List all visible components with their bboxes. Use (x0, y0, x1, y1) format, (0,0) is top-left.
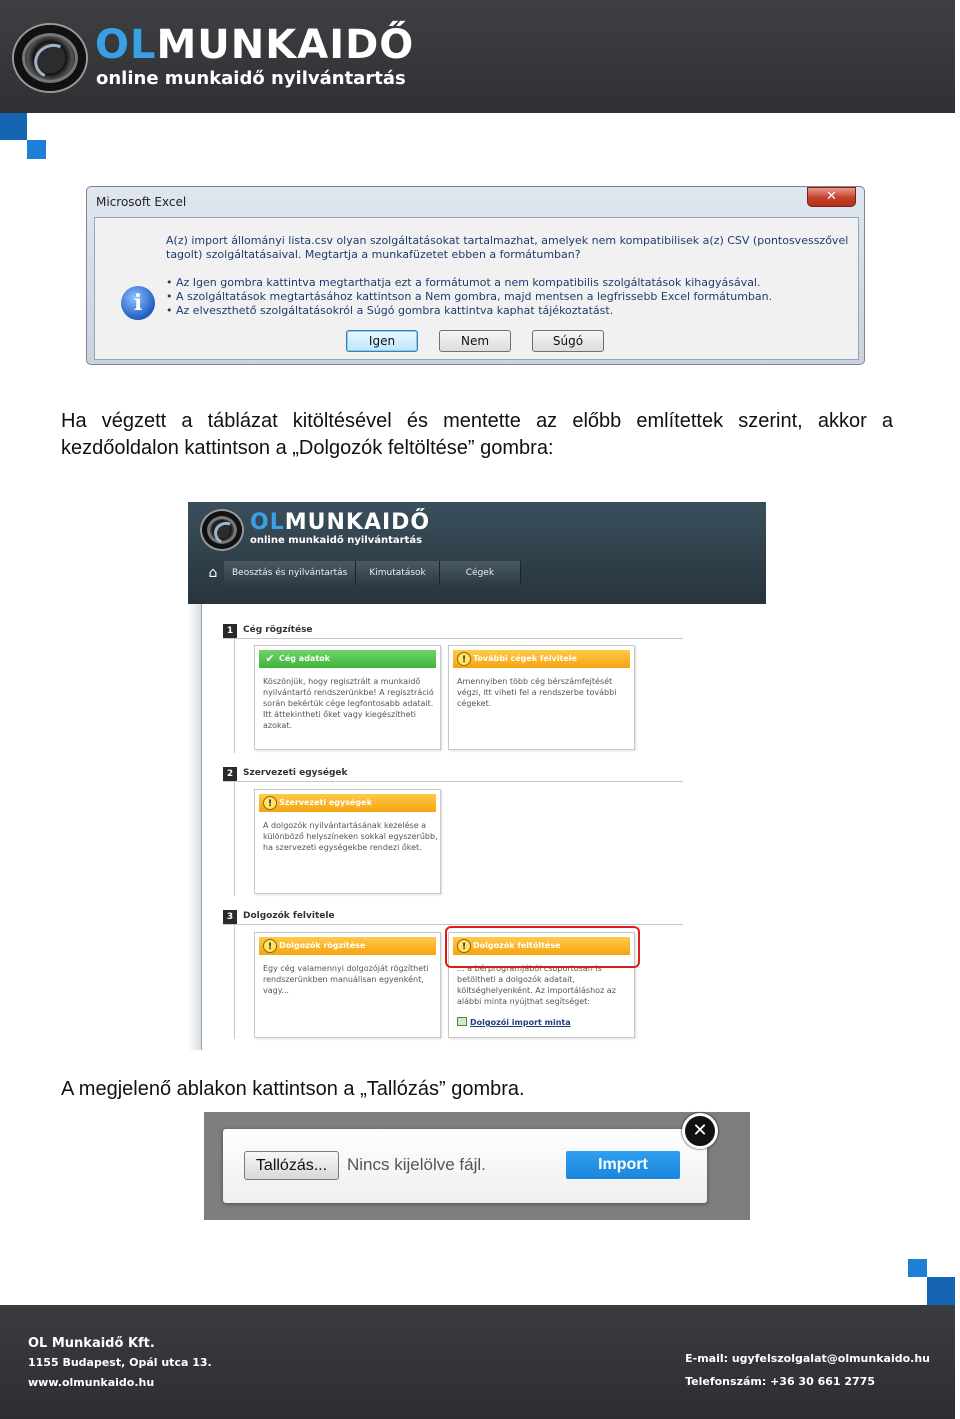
step-line (234, 639, 235, 753)
instruction-paragraph: Ha végzett a táblázat kitöltésével és mentette az előbb említettek szerint, akkor a kezdőoldalon kattintson a „Dolgozók feltöltése” gombra: (61, 410, 893, 459)
card-title: Dolgozók feltöltése (473, 941, 561, 950)
import-button[interactable]: Import (566, 1151, 680, 1179)
app-sidebar (188, 604, 202, 1050)
close-icon[interactable]: ✕ (682, 1113, 718, 1149)
card-text: Amennyiben több cég bérszámfejtését végzi, itt viheti fel a rendszerbe további cégeket. (457, 677, 617, 708)
card-title: Szervezeti egységek (279, 798, 372, 807)
instruction-paragraph: A megjelenő ablakon kattintson a „Tallózás” gombra. (61, 1078, 525, 1100)
dialog-message: A(z) import állományi lista.csv olyan szolgáltatásokat tartalmazhat, amelyek nem kompatibilisek a(z) CSV (pontosvesszővel tagolt) szolgáltatásaival. Megtartja a munkafüzetet ebben a formátumban? (166, 234, 849, 261)
dialog-bullet: • A szolgáltatások megtartásához kattintson a Nem gombra, majd mentsen a legfrissebb Excel formátumban. (166, 290, 856, 304)
decor-square (908, 1259, 927, 1277)
footer-email[interactable]: E-mail: ugyfelszolgalat@olmunkaido.hu (685, 1352, 930, 1365)
logo-ring-icon (202, 511, 242, 549)
card-title: Dolgozók rögzítése (279, 941, 366, 950)
card-header (259, 650, 436, 668)
step-line (234, 782, 235, 896)
close-icon[interactable]: ✕ (807, 187, 856, 207)
card-text: Köszönjük, hogy regisztrált a munkaidő nyilvántartó rendszerünkbe! A regisztráció során bekértük cége legfontosabb adatait. Itt áttekintheti őket vagy kiegészítheti azokat. (263, 677, 434, 730)
dialog-title: Microsoft Excel (96, 195, 187, 209)
app-header (188, 502, 766, 604)
dialog-bullet: • Az elveszthető szolgáltatásokról a Súgó gombra kattintva kaphat tájékoztatást. (166, 304, 856, 318)
card-header (259, 794, 436, 812)
step-header (223, 909, 683, 925)
step-number: 1 (223, 624, 237, 638)
warning-icon: ! (457, 939, 471, 953)
card-title: Cég adatok (279, 654, 330, 663)
excel-dialog (86, 186, 865, 365)
footer-company: OL Munkaidő Kft. (28, 1336, 155, 1351)
card-header (453, 650, 630, 668)
logo-title (250, 510, 430, 536)
nav-item-kimutatasok[interactable]: Kimutatások (356, 561, 439, 585)
step-title: Dolgozók felvitele (243, 911, 335, 921)
page-header (0, 0, 955, 113)
import-sample-link-label: Dolgozói import minta (470, 1018, 571, 1027)
footer-address: 1155 Budapest, Opál utca 13. (28, 1356, 212, 1369)
step-number: 3 (223, 910, 237, 924)
help-button[interactable]: Súgó (532, 330, 604, 352)
step-header (223, 623, 683, 639)
card-text: Egy cég valamennyi dolgozóját rögzítheti rendszerünkben manuálisan egyenként, vagy... (263, 964, 429, 995)
browse-button[interactable]: Tallózás... (244, 1151, 339, 1180)
step-title: Cég rögzítése (243, 625, 313, 635)
step-title: Szervezeti egységek (243, 768, 348, 778)
import-sample-link[interactable] (457, 1017, 571, 1027)
card-szervezeti-egysegek[interactable] (254, 789, 441, 894)
nav-item-beosztas[interactable]: Beosztás és nyilvántartás (224, 561, 356, 585)
highlight-frame (445, 926, 640, 968)
logo-ol: OL (250, 510, 285, 535)
card-title: További cégek felvitele (473, 654, 577, 663)
home-icon[interactable]: ⌂ (208, 565, 218, 581)
import-panel (223, 1129, 707, 1203)
logo-title (95, 22, 414, 68)
decor-square (927, 1277, 955, 1305)
page-footer (0, 1305, 955, 1419)
no-button[interactable]: Nem (439, 330, 511, 352)
yes-button[interactable]: Igen (346, 330, 418, 352)
step-line (234, 925, 235, 1039)
card-dolgozok-rogzitese[interactable] (254, 932, 441, 1038)
spreadsheet-icon (457, 1017, 467, 1026)
warning-icon: ! (263, 939, 277, 953)
dialog-bullet-list (166, 276, 856, 318)
footer-contact-block (685, 1347, 930, 1393)
file-status-text: Nincs kijelölve fájl. (347, 1155, 486, 1174)
decor-square (0, 113, 27, 140)
dialog-body (94, 217, 859, 360)
dialog-bullet: • Az Igen gombra kattintva megtarthatja ezt a formátumot a nem kompatibilis szolgáltatások kihagyásával. (166, 276, 856, 290)
footer-website[interactable]: www.olmunkaido.hu (28, 1376, 155, 1389)
logo-ring-icon (14, 25, 86, 91)
card-text: A dolgozók nyilvántartásának kezelése a különböző helyszíneken sokkal egyszerűbb, ha szervezeti egységekbe rendezi őket. (263, 821, 438, 852)
footer-phone: Telefonszám: +36 30 661 2775 (685, 1375, 875, 1388)
info-icon: i (121, 286, 155, 320)
app-nav (202, 561, 521, 585)
logo-subtitle: online munkaidő nyilvántartás (250, 535, 423, 546)
import-dialog (204, 1112, 750, 1220)
logo-ol: OL (95, 22, 157, 68)
footer-company-block (28, 1335, 212, 1393)
check-icon: ✔ (265, 652, 275, 665)
step-number: 2 (223, 767, 237, 781)
card-ceg-adatok[interactable] (254, 645, 441, 750)
logo-munkaido: MUNKAIDŐ (284, 510, 431, 535)
card-header (259, 937, 436, 955)
card-tovabbi-cegek[interactable] (448, 645, 635, 750)
logo-subtitle: online munkaidő nyilvántartás (96, 68, 406, 89)
step-header (223, 766, 683, 782)
card-text: ... a bérprogramjából csoportosan is betöltheti a dolgozók adatait, költséghelyenként. Az importáláshoz az alábbi minta nyújthat segítséget: (457, 964, 616, 1006)
logo-munkaido: MUNKAIDŐ (156, 22, 415, 68)
nav-item-cegek[interactable]: Cégek (440, 561, 521, 585)
warning-icon: ! (263, 796, 277, 810)
decor-square (27, 140, 46, 159)
warning-icon: ! (457, 652, 471, 666)
